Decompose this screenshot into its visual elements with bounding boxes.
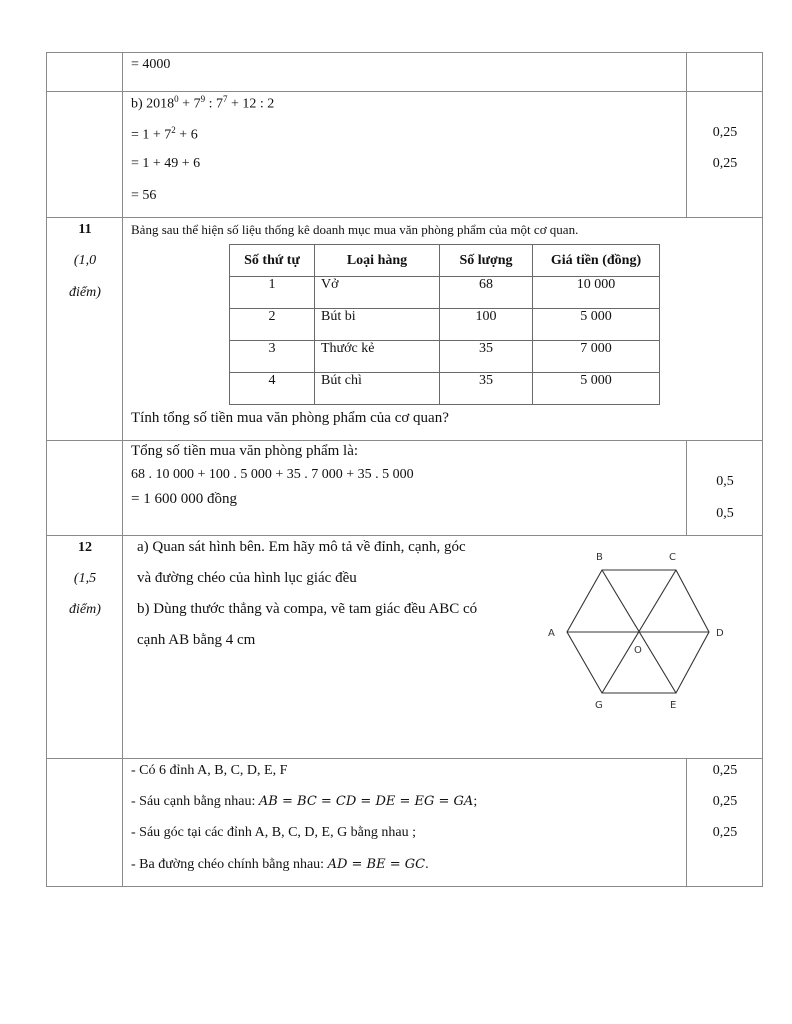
content-cell bbox=[123, 53, 687, 92]
hexagon-figure bbox=[538, 544, 733, 719]
table-cell: 5 000 bbox=[533, 309, 660, 341]
column-header: Loại hàng bbox=[315, 245, 440, 277]
exponent: 7 bbox=[222, 94, 228, 104]
answer-line: = 4000 bbox=[131, 57, 171, 72]
vertex-label-c: C bbox=[669, 552, 676, 563]
question-points: (1,5 bbox=[73, 571, 97, 586]
table-cell: 3 bbox=[230, 341, 315, 373]
stationery-row bbox=[230, 309, 660, 341]
score-value: 0,5 bbox=[716, 474, 734, 489]
vertex-label-d: D bbox=[716, 628, 724, 639]
content-cell bbox=[123, 92, 687, 218]
question-cell bbox=[47, 759, 123, 887]
answer-key-table bbox=[46, 52, 763, 887]
table-cell: 2 bbox=[230, 309, 315, 341]
answer-line: - Sáu góc tại các đỉnh A, B, C, D, E, G bằng nhau ; bbox=[131, 825, 417, 840]
text: + 12 : 2 bbox=[227, 96, 275, 112]
text: . bbox=[425, 857, 429, 872]
answer-line bbox=[131, 125, 198, 144]
table-cell: Bút bi bbox=[315, 309, 440, 341]
table-row bbox=[47, 53, 763, 92]
table-row bbox=[47, 441, 763, 536]
math-expression: AD = BE = GC bbox=[327, 857, 426, 872]
table-cell: 100 bbox=[440, 309, 533, 341]
question-text: b) Dùng thước thẳng và compa, vẽ tam giác đều ABC có bbox=[137, 601, 478, 617]
question-number: 11 bbox=[78, 222, 92, 237]
answer-line: 68 . 10 000 + 100 . 5 000 + 35 . 7 000 + 35 . 5 000 bbox=[131, 467, 414, 482]
text: = 1 + 7 bbox=[131, 127, 172, 143]
content-cell bbox=[123, 441, 687, 536]
score-value: 0,25 bbox=[712, 825, 738, 840]
text: + 7 bbox=[178, 96, 201, 112]
question-cell bbox=[47, 92, 123, 218]
column-header: Số lượng bbox=[440, 245, 533, 277]
answer-line: - Có 6 đỉnh A, B, C, D, E, F bbox=[131, 763, 288, 778]
math-expression: AB = BC = CD = DE = EG = GA bbox=[258, 794, 474, 809]
question-number-cell bbox=[47, 218, 123, 441]
question-cell bbox=[47, 441, 123, 536]
table-cell: 4 bbox=[230, 373, 315, 405]
text: b) 2018 bbox=[131, 96, 175, 112]
score-value: 0,25 bbox=[712, 156, 738, 171]
center-label-o: O bbox=[634, 645, 642, 656]
question-intro: Bảng sau thể hiện số liệu thống kê doanh mục mua văn phòng phẩm của một cơ quan. bbox=[131, 222, 579, 237]
vertex-label-e: E bbox=[670, 700, 677, 711]
score-value: 0,25 bbox=[712, 763, 738, 778]
answer-line: Tổng số tiền mua văn phòng phẩm là: bbox=[131, 443, 359, 459]
question-cell bbox=[47, 53, 123, 92]
question-points: điểm) bbox=[69, 602, 101, 617]
question-content-cell bbox=[123, 536, 763, 759]
answer-line: = 1 + 49 + 6 bbox=[131, 156, 201, 171]
table-cell: 35 bbox=[440, 341, 533, 373]
score-value: 0,25 bbox=[712, 125, 738, 140]
question-text: và đường chéo của hình lục giác đều bbox=[137, 570, 357, 586]
table-cell: 35 bbox=[440, 373, 533, 405]
text: - Ba đường chéo chính bằng nhau: bbox=[131, 857, 328, 872]
answer-line bbox=[131, 794, 477, 810]
question-number-cell bbox=[47, 536, 123, 759]
answer-line: = 1 600 000 đồng bbox=[131, 491, 237, 507]
answer-key-table-wrapper bbox=[46, 52, 762, 887]
score-cell bbox=[687, 53, 763, 92]
question-text: Tính tổng số tiền mua văn phòng phẩm của cơ quan? bbox=[131, 410, 449, 426]
table-cell: 1 bbox=[230, 277, 315, 309]
table-row bbox=[47, 759, 763, 887]
stationery-row bbox=[230, 277, 660, 309]
question-text: a) Quan sát hình bên. Em hãy mô tả về đỉnh, cạnh, góc bbox=[137, 539, 466, 555]
stationery-row bbox=[230, 341, 660, 373]
vertex-label-b: B bbox=[596, 552, 603, 563]
text: + 6 bbox=[175, 127, 198, 143]
table-row bbox=[47, 536, 763, 759]
table-cell: 10 000 bbox=[533, 277, 660, 309]
question-text: cạnh AB bằng 4 cm bbox=[137, 632, 256, 648]
text: : 7 bbox=[205, 96, 223, 112]
question-number: 12 bbox=[78, 540, 92, 555]
table-cell: Bút chì bbox=[315, 373, 440, 405]
score-cell bbox=[687, 759, 763, 887]
table-row bbox=[47, 92, 763, 218]
answer-line: = 56 bbox=[131, 188, 157, 203]
score-cell bbox=[687, 441, 763, 536]
score-value: 0,5 bbox=[716, 506, 734, 521]
column-header: Giá tiền (đồng) bbox=[533, 245, 660, 277]
answer-line bbox=[131, 94, 274, 113]
stationery-row bbox=[230, 373, 660, 405]
text: ; bbox=[473, 794, 478, 809]
question-points: điểm) bbox=[69, 285, 101, 300]
score-value: 0,25 bbox=[712, 794, 738, 809]
question-content-cell bbox=[123, 218, 763, 441]
column-header: Số thứ tự bbox=[230, 245, 315, 277]
vertex-label-a: A bbox=[548, 628, 555, 639]
exponent: 9 bbox=[200, 94, 206, 104]
table-cell: 5 000 bbox=[533, 373, 660, 405]
stationery-header-row bbox=[230, 245, 660, 277]
vertex-label-g: G bbox=[595, 700, 603, 711]
table-cell: Vở bbox=[315, 277, 440, 309]
table-row bbox=[47, 218, 763, 441]
stationery-table bbox=[229, 244, 660, 405]
exponent: 2 bbox=[171, 125, 176, 135]
exponent: 0 bbox=[174, 94, 179, 104]
answer-line bbox=[131, 857, 429, 873]
table-cell: Thước kẻ bbox=[315, 341, 440, 373]
score-cell bbox=[687, 92, 763, 218]
content-cell bbox=[123, 759, 687, 887]
table-cell: 7 000 bbox=[533, 341, 660, 373]
table-cell: 68 bbox=[440, 277, 533, 309]
text: - Sáu cạnh bằng nhau: bbox=[131, 794, 259, 809]
question-points: (1,0 bbox=[73, 253, 97, 268]
